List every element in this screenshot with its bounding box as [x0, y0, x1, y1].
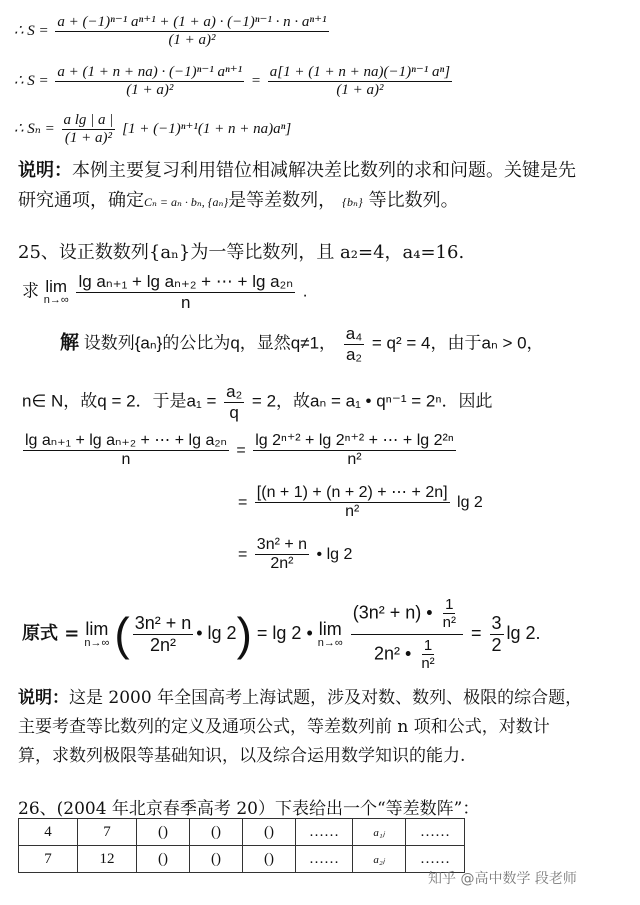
line1-fraction [55, 14, 328, 50]
line3-fraction [62, 112, 116, 148]
table-row [19, 819, 465, 846]
line3-rest: [1 + (−1)ⁿ⁺¹(1 + n + na)aⁿ] [122, 121, 292, 138]
solution-line-1 [60, 324, 544, 364]
final-limit-1 [84, 620, 109, 649]
note-2 [18, 684, 582, 771]
note-2-line-1 [18, 684, 582, 713]
ratio-fraction [344, 324, 364, 364]
problem-25-stem: 25、设正数数列{aₙ}为一等比数列，且 a₂=4，a₄=16. [18, 242, 465, 263]
eq1-right-fraction [253, 432, 455, 470]
line2-numerator-b: a[1 + (1 + n + na)(−1)ⁿ⁻¹ aⁿ] [268, 64, 452, 82]
eq1-right-numerator: lg 2ⁿ⁺² + lg 2ⁿ⁺² + ⋯ + lg 2²ⁿ [253, 432, 455, 451]
eq1-equals: = [236, 442, 246, 460]
note-1-label: 说明： [18, 160, 72, 181]
line1-numerator: a + (−1)ⁿ⁻¹ aⁿ⁺¹ + (1 + a) · (−1)ⁿ⁻¹ · n · aⁿ⁺¹ [55, 14, 328, 32]
final-result-numerator: 3 [491, 612, 502, 633]
final-expression [22, 596, 541, 672]
table-cell: …… [296, 846, 353, 873]
table-cell: () [137, 819, 190, 846]
final-result-tail: lg 2. [506, 622, 541, 643]
final-label: 原式 = [22, 622, 80, 644]
equation-3 [238, 536, 352, 574]
eq2-denominator: n² [345, 503, 360, 521]
a1-fraction [224, 382, 244, 422]
eq1-left-numerator: lg aₙ₊₁ + lg aₙ₊₂ + ⋯ + lg a₂ₙ [23, 432, 229, 451]
final-equals: = [470, 622, 482, 643]
note-2-label: 说明： [18, 688, 69, 708]
final-lim2-subscript: n→∞ [317, 636, 343, 649]
note-1-formula-2: {bₙ} [342, 195, 363, 209]
derivation-line-3 [14, 112, 291, 148]
table-cell: () [243, 846, 296, 873]
note-1 [18, 156, 576, 217]
eq2-numerator: [(n + 1) + (n + 2) + ⋯ + 2n] [255, 484, 450, 503]
final-big-denominator [372, 635, 442, 673]
solution-line-2-a: n∈ N，故q = 2．于是a₁ = [22, 391, 217, 411]
lim-subscript: n→∞ [43, 294, 69, 307]
line2-lhs: ∴ S = [14, 73, 49, 90]
derivation-line-2 [14, 64, 455, 100]
line3-numerator: a lg | a | [62, 112, 116, 130]
table-cell: 7 [19, 846, 78, 873]
note-1-formula-1: Cₙ = aₙ · bₙ, {aₙ} [144, 195, 229, 209]
final-result-denominator: 2 [491, 634, 502, 655]
final-big-num-fn: 1 [445, 596, 454, 613]
table-cell: () [190, 846, 243, 873]
final-result-fraction [490, 613, 504, 655]
problem-26-stem: 26、(2004 年北京春季高考 20）下表给出一个“等差数阵”： [18, 799, 480, 819]
note-1-text-b2: 是等差数列， [228, 190, 337, 211]
final-big-num-frac [441, 596, 458, 632]
line3-lhs: ∴ Sₙ = [14, 121, 55, 138]
final-big-den-fd: n² [421, 654, 435, 672]
derivation-line-1 [14, 14, 332, 50]
limit-operator [44, 278, 69, 306]
table-cell: a₁ⱼ [353, 819, 406, 846]
note-2-text-1: 这是 2000 年全国高考上海试题，涉及对数、数列、极限的综合题， [69, 688, 583, 708]
table-cell: 7 [78, 819, 137, 846]
table-cell: …… [406, 819, 465, 846]
final-big-fraction [351, 596, 463, 672]
eq3-numerator: 3n² + n [255, 536, 309, 555]
ratio-numerator: a₄ [345, 324, 363, 343]
line2-numerator-a: a + (1 + n + na) · (−1)ⁿ⁻¹ aⁿ⁺¹ [55, 64, 244, 82]
final-limit-2 [318, 620, 343, 649]
table-cell: 12 [78, 846, 137, 873]
problem-25-ask [22, 272, 307, 312]
a1-numerator: a₂ [226, 382, 243, 401]
solution-text-1: 设数列{aₙ}的公比为q，显然q≠1， [83, 333, 337, 353]
final-big-den-frac [419, 637, 436, 673]
equation-1 [20, 432, 459, 470]
note-1-text-b3: 等比数列。 [368, 190, 459, 211]
final-big-num-a: (3n² + n) • [352, 602, 433, 623]
final-paren-fraction [133, 613, 194, 655]
eq1-right-denominator: n² [347, 451, 362, 469]
ratio-denominator: a₂ [345, 344, 362, 364]
equation-2 [238, 484, 483, 522]
right-paren: ) [236, 608, 252, 660]
left-paren: ( [114, 608, 130, 660]
note-1-line-1 [18, 156, 576, 186]
line1-denominator: (1 + a)² [168, 32, 216, 49]
table-cell: 4 [19, 819, 78, 846]
table-row [19, 846, 465, 873]
table-cell: () [243, 819, 296, 846]
line1-lhs: ∴ S = [14, 23, 49, 40]
final-big-den-fn: 1 [423, 636, 433, 654]
eq2-fraction [255, 484, 450, 522]
solution-label: 解 [60, 331, 80, 354]
problem-25-denominator: n [180, 292, 191, 312]
eq3-equals: = [238, 546, 248, 564]
eq2-tail: lg 2 [457, 494, 483, 512]
note-1-text-a: 本例主要复习利用错位相减解决差比数列的求和问题。关键是先 [72, 160, 576, 181]
solution-line-2-b: = 2，故aₙ = a₁ • qⁿ⁻¹ = 2ⁿ．因此 [251, 391, 493, 411]
eq3-denominator: 2n² [270, 555, 294, 573]
final-middle: = lg 2 • [256, 622, 313, 643]
table-cell: () [190, 819, 243, 846]
line3-denominator: (1 + a)² [64, 130, 113, 147]
problem-25-numerator: lg aₙ₊₁ + lg aₙ₊₂ + ⋯ + lg a₂ₙ [78, 272, 293, 291]
eq3-tail: • lg 2 [316, 546, 353, 564]
eq3-fraction [255, 536, 309, 574]
final-paren-denominator: 2n² [149, 634, 176, 655]
line2-fraction-b [268, 64, 452, 100]
solution-text-2: = q² = 4，由于aₙ > 0， [371, 333, 544, 353]
final-big-den-a: 2n² • [374, 643, 412, 663]
table-cell: () [137, 846, 190, 873]
problem-25-period: . [302, 281, 308, 301]
eq2-equals: = [238, 494, 248, 512]
note-1-line-2 [18, 186, 576, 217]
a1-denominator: q [229, 402, 239, 422]
table-cell: a₂ⱼ [353, 846, 406, 873]
line2-equals: = [250, 73, 262, 90]
final-big-num-fd: n² [442, 614, 456, 632]
final-paren-tail: • lg 2 [196, 622, 237, 643]
line2-denominator-a: (1 + a)² [126, 82, 174, 99]
note-2-line-3: 算，求数列极限等基础知识，以及综合运用数学知识的能力. [18, 746, 466, 766]
final-lim2-text: lim [318, 618, 342, 639]
line2-denominator-b: (1 + a)² [336, 82, 384, 99]
arithmetic-matrix-table [18, 818, 465, 873]
problem-25-fraction [76, 272, 295, 312]
eq1-left-fraction [23, 432, 229, 470]
ask-label: 求 [22, 281, 39, 302]
watermark: 知乎 @高中数学 段老师 [428, 871, 577, 887]
final-lim-subscript: n→∞ [84, 636, 110, 649]
solution-line-2 [22, 382, 493, 422]
final-big-numerator [351, 596, 463, 635]
lim-text: lim [45, 277, 68, 297]
note-2-line-2: 主要考查等比数列的定义及通项公式，等差数列前 n 项和公式，对数计 [18, 717, 550, 737]
final-paren-numerator: 3n² + n [134, 612, 192, 633]
final-lim-text: lim [85, 618, 109, 639]
note-1-text-b1: 研究通项，确定 [18, 190, 144, 211]
table-cell: …… [406, 846, 465, 873]
line2-fraction-a [55, 64, 244, 100]
table-cell: …… [296, 819, 353, 846]
eq1-left-denominator: n [121, 451, 131, 469]
